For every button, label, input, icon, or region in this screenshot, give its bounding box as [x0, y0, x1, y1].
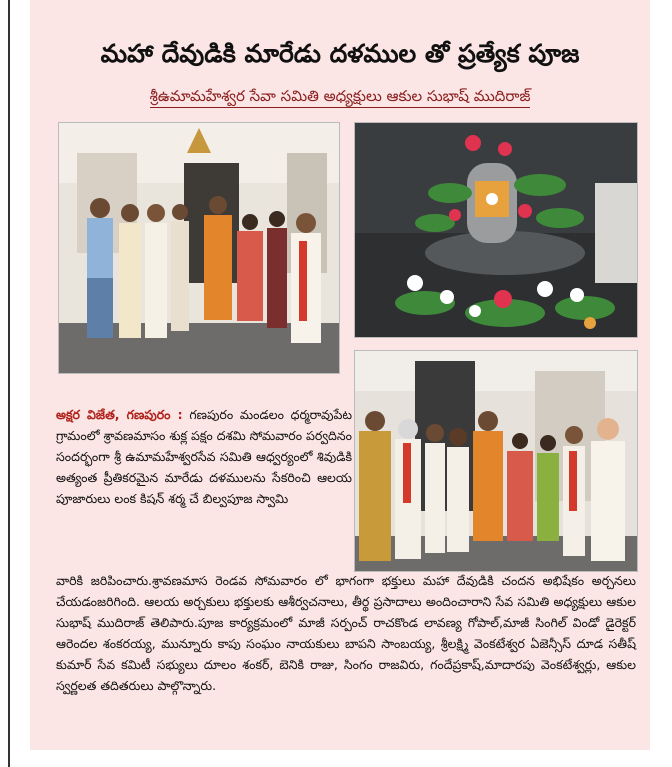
article-body-lead — [56, 404, 352, 509]
body-lead-text: గణపురం మండలం ధర్మరావుపేట గ్రామంలో శ్రావణమాసం శుక్ల పక్షం దశమి సోమవారం పర్వదినం సందర్భంగా శ్రీ ఉమామహేశ్వరసేవ సమితి ఆధ్వర్యంలో శివుడికి అత్యంత ప్రీతికరమైన మారేడు దళములను సేకరించి ఆలయ పూజారులు లంక కిషన్ శర్మ చే బిల్వపూజ స్వామి — [56, 407, 352, 506]
headline: మహా దేవుడికి మారేడు దళముల తో ప్రత్యేక పూజ — [100, 38, 580, 68]
page-border — [8, 0, 10, 767]
subheadline — [30, 86, 650, 109]
photo-devotees-group — [58, 122, 340, 374]
news-article — [30, 0, 650, 750]
photo-shiva-linga — [354, 122, 638, 338]
photo-committee-members — [354, 350, 638, 572]
article-body-rest: వారికి జరిపించారు.శ్రావణమాస రెండవ సోమవారం లో భాగంగా భక్తులు మహా దేవుడికి చందన అభిషేకం అర్చనలు చేయడంజరిగింది. ఆలయ అర్చకులు భక్తులకు ఆశీర్వచనాలు, తీర్థ ప్రసాదాలు అందించారాని సేవ సమితి అధ్యక్షులు ఆకుల సుభాష్ ముదిరాజ్ తెలిపారు.పూజ కార్యక్రమంలో మాజీ సర్పంచ్ రాచకొండ లావణ్య గోపాల్,మాజీ సింగిల్ విండో డైరెక్టర్ ఆరెందల శంకరయ్య, మున్నూరు కాపు సంఘం నాయకులు బాపని సాంబయ్య, శ్రీలక్ష్మి వెంకటేశ్వర ఏజెన్సీస్ దూడ సతీష్ కుమార్ సేవ కమిటీ సభ్యులు దూలం శంకర్, బెనికి రాజు, సింగం రాజవిరు, గందేప్రకాష్,మాదారపు వెంకటేశ్వర్లు, ఆకుల స్వర్ణలత తదితరులు పాల్గొన్నారు. — [56, 573, 636, 693]
subheadline-text: శ్రీఉమామహేశ్వర సేవా సమితి అధ్యక్షులు ఆకుల సుభాష్ ముదిరాజ్ — [150, 87, 531, 108]
byline: అక్షర విజేత, గణపురం : — [56, 407, 183, 422]
